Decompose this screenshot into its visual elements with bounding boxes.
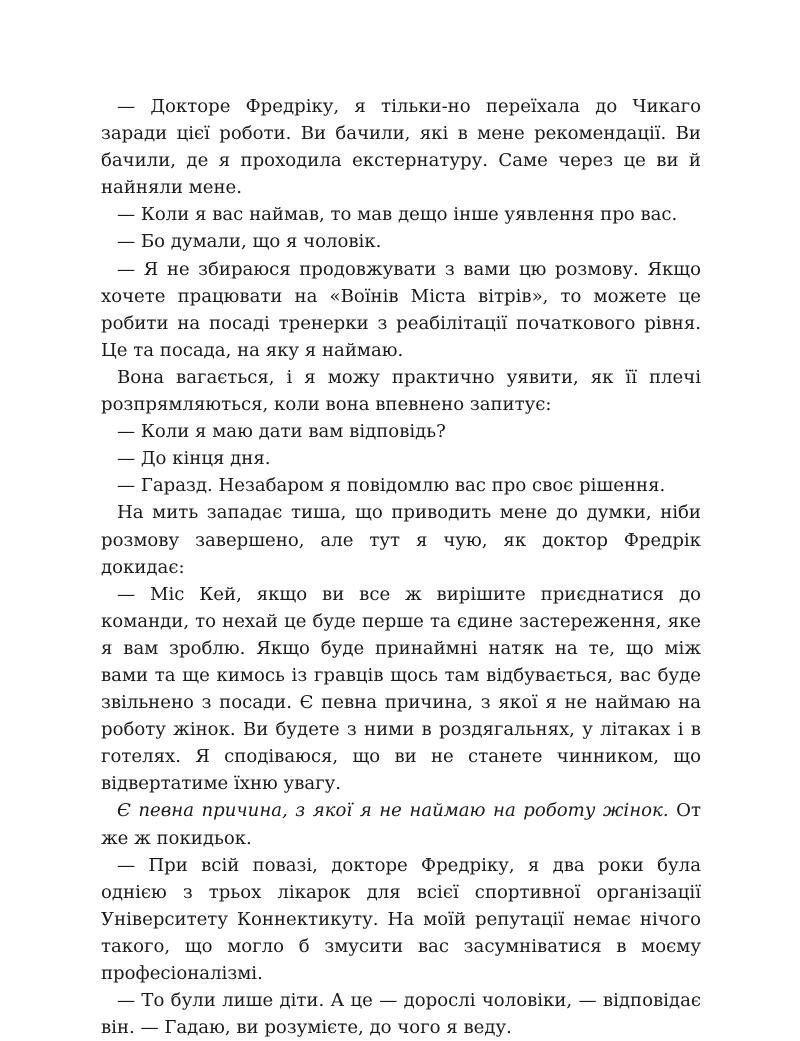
paragraph — [101, 364, 701, 418]
paragraph-text: На мить западає тиша, що приводить мене до думки, ніби розмову завершено, але тут я чую, як доктор Фредрік докидає: — [101, 502, 701, 578]
book-page-text — [101, 93, 701, 1041]
paragraph-text: — Бо думали, що я чоловік. — [117, 231, 382, 253]
paragraph-text: — Міс Кей, якщо ви все ж вирішите приєднатися до команди, то нехай це буде перше та єдине застереження, яке я вам зроблю. Якщо буде принаймні натяк на те, що між вами та ще кимось із гравців щось там відбувається, вас буде звільнено з посади. Є певна причина, з якої я не наймаю на роботу жінок. Ви будете з ними в роздягальнях, у літаках і в готелях. Я сподіваюся, що ви не станете чинником, що відвертатиме їхню увагу. — [101, 583, 701, 795]
paragraph-text: — При всій повазі, докторе Фредріку, я два роки була однією з трьох лікарок для всієї спортивної організації Університету Коннектикуту. На моїй репутації немає нічого такого, що могло б змусити вас засумніватися в моєму професіоналізмі. — [101, 854, 701, 984]
paragraph-text: — То були лише діти. А це — дорослі чоловіки, — відповідає він. — Гадаю, ви розумієте, до чого я веду. — [101, 990, 701, 1039]
paragraph — [101, 852, 701, 987]
paragraph — [101, 256, 701, 364]
paragraph — [101, 201, 701, 228]
paragraph-text: — Коли я маю дати вам відповідь? — [117, 421, 446, 443]
paragraph-text: — До кінця дня. — [117, 448, 271, 470]
paragraph — [101, 499, 701, 580]
paragraph-italic-text: Є певна причина, з якої я не наймаю на роботу жінок. — [117, 800, 669, 822]
paragraph — [101, 581, 701, 798]
paragraph — [101, 93, 701, 201]
paragraph-text: От же ж покидьок. — [101, 800, 701, 849]
paragraph — [101, 418, 701, 445]
paragraph-text: — Коли я вас наймав, то мав дещо інше уявлення про вас. — [117, 204, 678, 226]
paragraph — [101, 797, 701, 851]
paragraph-text: — Докторе Фредріку, я тільки-но переїхала до Чикаго заради цієї роботи. Ви бачили, які в мене рекомендації. Ви бачили, де я проходила екстернатуру. Саме через це ви й найняли мене. — [101, 96, 701, 199]
paragraph-text: — Я не збираюся продовжувати з вами цю розмову. Якщо хочете працювати на «Воїнів Міста вітрів», то можете це робити на посаді тренерки з реабілітації початкового рівня. Це та посада, на яку я наймаю. — [101, 258, 701, 361]
paragraph-text: — Гаразд. Незабаром я повідомлю вас про своє рішення. — [117, 475, 666, 497]
paragraph — [101, 472, 701, 499]
paragraph — [101, 987, 701, 1041]
paragraph — [101, 228, 701, 255]
paragraph-text: Вона вагається, і я можу практично уявити, як її плечі розпрямляються, коли вона впевнено запитує: — [101, 366, 701, 416]
paragraph — [101, 445, 701, 472]
